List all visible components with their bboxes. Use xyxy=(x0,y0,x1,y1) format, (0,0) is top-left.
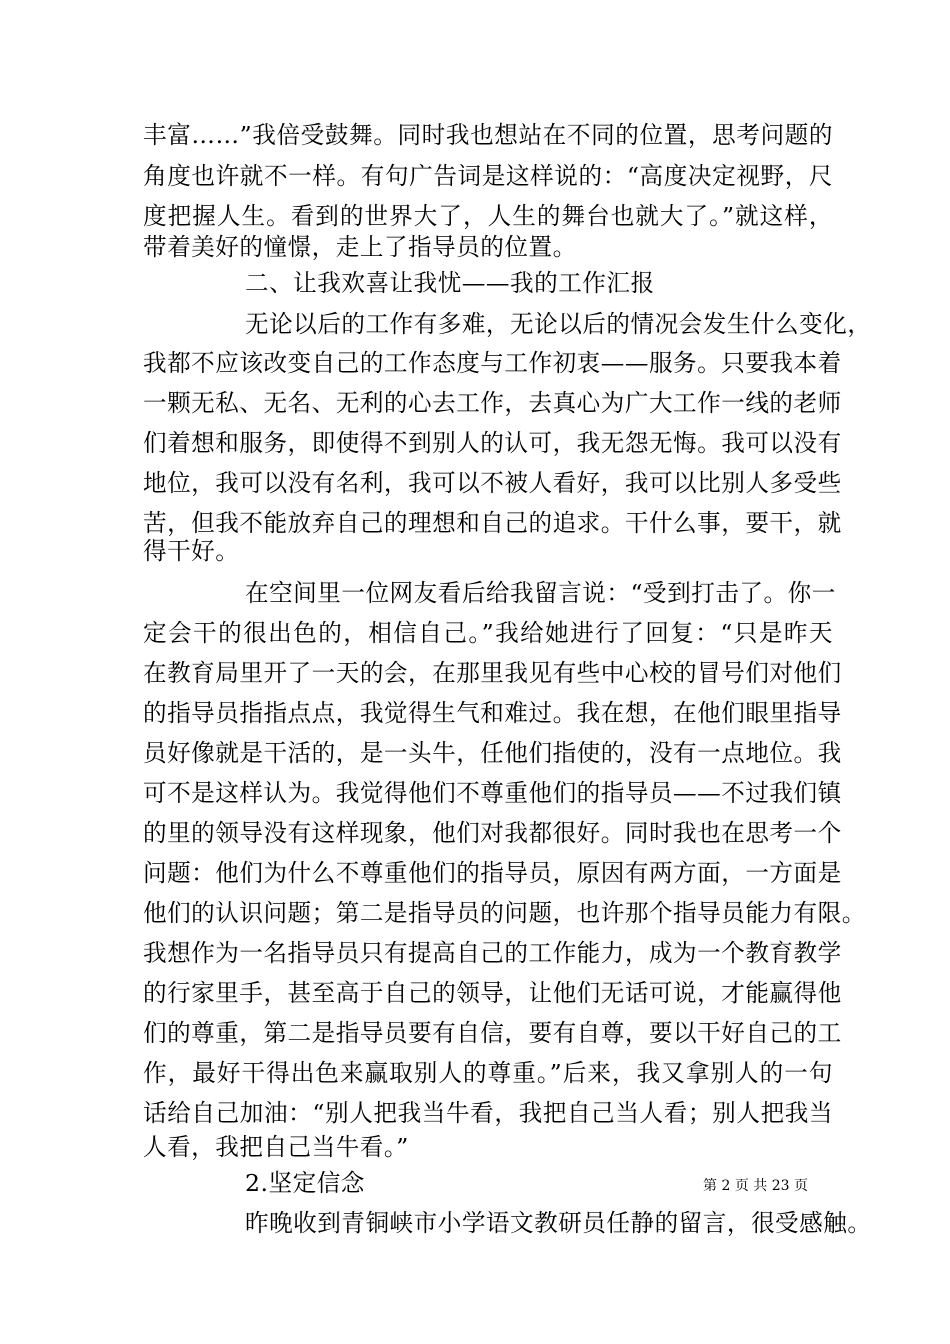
paragraph-line: 带着美好的憧憬，走上了指导员的位置。 xyxy=(143,233,577,261)
paragraph-line: 在空间里一位网友看后给我留言说：“受到打击了。你一 xyxy=(245,579,836,607)
paragraph-line: 的里的领导没有这样现象，他们对我都很好。同时我也在思考一个 xyxy=(143,819,842,847)
paragraph-line: 的行家里手，甚至高于自己的领导，让他们无话可说，才能赢得他 xyxy=(143,979,842,1007)
paragraph-line: 地位，我可以没有名利，我可以不被人看好，我可以比别人多受些 xyxy=(143,469,842,497)
paragraph-line: 昨晚收到青铜峡市小学语文教研员任静的留言，很受感触。 xyxy=(245,1209,872,1237)
section-heading: 2.坚定信念 xyxy=(245,1169,365,1197)
paragraph-line: 可不是这样认为。我觉得他们不尊重他们的指导员——不过我们镇 xyxy=(143,779,842,807)
paragraph-line: 得干好。 xyxy=(143,537,240,565)
paragraph-line: 度把握人生。看到的世界大了，人生的舞台也就大了。”就这样， xyxy=(143,202,833,230)
paragraph-line: 定会干的很出色的，相信自己。”我给她进行了回复：“只是昨天 xyxy=(143,619,833,647)
page-number-footer: 第 2 页 共 23 页 xyxy=(703,1178,808,1194)
paragraph-line: 角度也许就不一样。有句广告词是这样说的：“高度决定视野，尺 xyxy=(143,162,833,190)
paragraph-line: 话给自己加油：“别人把我当牛看，我把自己当人看；别人把我当 xyxy=(143,1099,833,1127)
section-heading: 二、让我欢喜让我忧——我的工作汇报 xyxy=(245,269,655,297)
paragraph-line: 我想作为一名指导员只有提高自己的工作能力，成为一个教育教学 xyxy=(143,939,842,967)
paragraph-line: 我都不应该改变自己的工作态度与工作初衷——服务。只要我本着 xyxy=(143,349,842,377)
paragraph-line: 一颗无私、无名、无利的心去工作，去真心为广大工作一线的老师 xyxy=(143,389,842,417)
paragraph-line: 苦，但我不能放弃自己的理想和自己的追求。干什么事，要干，就 xyxy=(143,509,842,537)
paragraph-line: 员好像就是干活的，是一头牛，任他们指使的，没有一点地位。我 xyxy=(143,739,842,767)
paragraph-line: 在教育局里开了一天的会，在那里我见有些中心校的冒号们对他们 xyxy=(143,659,842,687)
paragraph-line: 人看，我把自己当牛看。” xyxy=(143,1133,409,1161)
paragraph-line: 们的尊重，第二是指导员要有自信，要有自尊，要以干好自己的工 xyxy=(143,1019,842,1047)
paragraph-line: 作，最好干得出色来赢取别人的尊重。”后来，我又拿别人的一句 xyxy=(143,1059,833,1087)
paragraph-line: 丰富……”我倍受鼓舞。同时我也想站在不同的位置，思考问题的 xyxy=(143,121,833,149)
paragraph-line: 们着想和服务，即使得不到别人的认可，我无怨无悔。我可以没有 xyxy=(143,429,842,457)
paragraph-line: 无论以后的工作有多难，无论以后的情况会发生什么变化， xyxy=(245,310,872,338)
paragraph-line: 的指导员指指点点，我觉得生气和难过。我在想，在他们眼里指导 xyxy=(143,699,842,727)
paragraph-line: 他们的认识问题；第二是指导员的问题，也许那个指导员能力有限。 xyxy=(143,899,866,927)
paragraph-line: 问题：他们为什么不尊重他们的指导员，原因有两方面，一方面是 xyxy=(143,859,842,887)
